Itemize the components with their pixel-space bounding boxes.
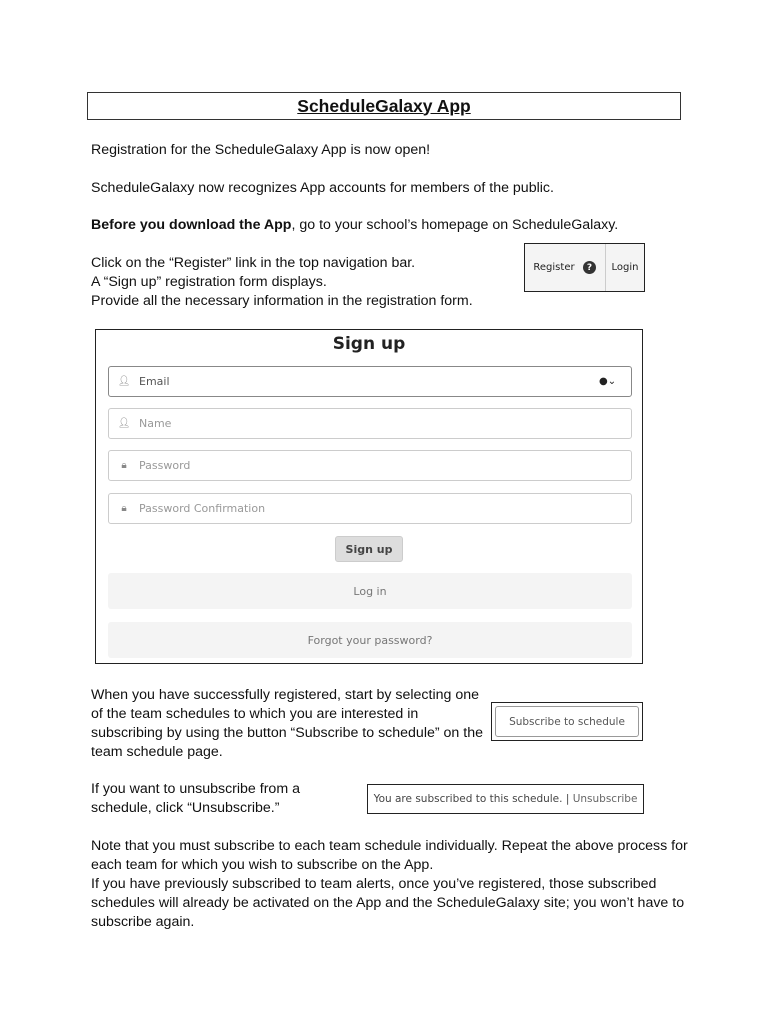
- name-placeholder: Name: [139, 417, 172, 430]
- subscribe-button-screenshot: [491, 702, 643, 741]
- signup-heading: Sign up: [332, 334, 406, 354]
- instruction-line: Click on the “Register” link in the top navigation bar.: [91, 255, 416, 271]
- unsubscribe-instructions: [91, 780, 300, 818]
- help-icon[interactable]: ?: [583, 261, 596, 274]
- nav-bar-screenshot: [524, 243, 645, 292]
- instruction-line: When you have successfully registered, start by selecting one: [91, 687, 479, 703]
- recognition-paragraph: ScheduleGalaxy now recognizes App accounts for members of the public.: [91, 180, 554, 196]
- register-instructions: [91, 254, 473, 311]
- signup-form-screenshot: [95, 329, 643, 664]
- forgot-password-button[interactable]: Forgot your password?: [108, 622, 632, 658]
- login-link[interactable]: Login: [611, 262, 639, 273]
- unsubscribe-screenshot: [367, 784, 644, 814]
- note-line: Note that you must subscribe to each team schedule individually. Repeat the above process for: [91, 838, 688, 854]
- closing-note: [91, 837, 688, 932]
- instruction-line: If you want to unsubscribe from a: [91, 781, 300, 797]
- document-title-box: [87, 92, 681, 120]
- instruction-line: of the team schedules to which you are interested in: [91, 706, 419, 722]
- login-button[interactable]: Log in: [108, 573, 632, 609]
- intro-paragraph: Registration for the ScheduleGalaxy App is now open!: [91, 142, 431, 158]
- email-field[interactable]: [108, 366, 632, 397]
- before-download-rest: , go to your school’s homepage on ScheduleGalaxy.: [291, 217, 619, 233]
- before-download-bold: Before you download the App: [91, 217, 292, 233]
- note-line: subscribe again.: [91, 914, 195, 930]
- instruction-line: Provide all the necessary information in the registration form.: [91, 293, 473, 309]
- instruction-line: A “Sign up” registration form displays.: [91, 274, 327, 290]
- password-confirmation-placeholder: Password Confirmation: [139, 502, 266, 515]
- instruction-line: schedule, click “Unsubscribe.”: [91, 800, 280, 816]
- lock-icon: 🔒︎: [121, 503, 127, 514]
- email-placeholder: Email: [139, 375, 170, 388]
- note-line: If you have previously subscribed to team alerts, once you’ve registered, those subscribed: [91, 876, 657, 892]
- subscribe-instructions: [91, 686, 483, 762]
- before-download-paragraph: [91, 216, 618, 235]
- status-separator: |: [562, 793, 573, 805]
- signup-submit-button[interactable]: Sign up: [335, 536, 403, 562]
- password-field[interactable]: [108, 450, 632, 481]
- user-icon: 👤︎: [117, 376, 131, 387]
- password-placeholder: Password: [139, 459, 191, 472]
- note-line: each team for which you wish to subscribe on the App.: [91, 857, 434, 873]
- subscribe-to-schedule-button[interactable]: Subscribe to schedule: [495, 706, 639, 737]
- instruction-line: team schedule page.: [91, 744, 223, 760]
- name-field[interactable]: [108, 408, 632, 439]
- subscribed-status-text: You are subscribed to this schedule.: [373, 793, 563, 805]
- password-confirmation-field[interactable]: [108, 493, 632, 524]
- unsubscribe-link[interactable]: Unsubscribe: [572, 793, 638, 805]
- note-line: schedules will already be activated on the App and the ScheduleGalaxy site; you won’t have to: [91, 895, 685, 911]
- register-link[interactable]: Register: [533, 262, 575, 273]
- account-dropdown-icon[interactable]: ●⌄: [599, 376, 617, 387]
- user-icon: 👤︎: [117, 418, 131, 429]
- lock-icon: 🔒︎: [121, 460, 127, 471]
- instruction-line: subscribing by using the button “Subscribe to schedule” on the: [91, 725, 483, 741]
- document-title: ScheduleGalaxy App: [297, 95, 471, 116]
